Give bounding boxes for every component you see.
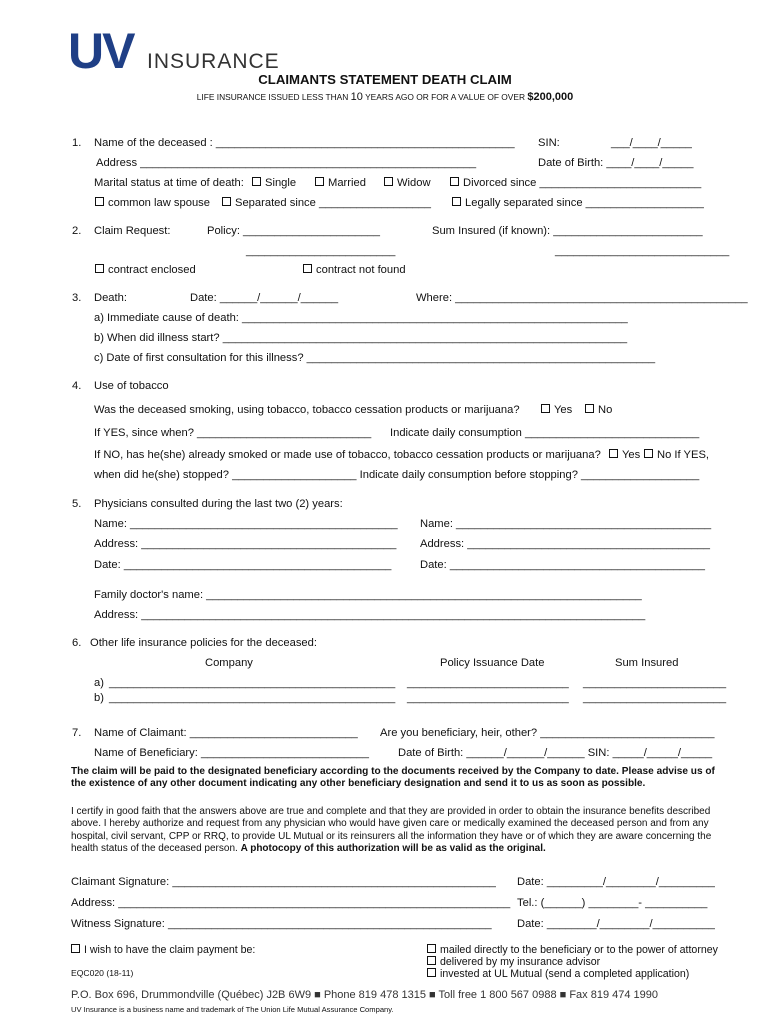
death-label: Death: [94,292,127,304]
first-consultation-field[interactable]: c) Date of first consultation for this illness? ________________________________________________________ [94,352,656,364]
subtitle-ten: 10 [350,91,363,103]
claimant-tel-field[interactable]: Tel.: (______) ________- __________ [517,897,708,909]
logo-uv-text: UV [68,23,134,79]
beneficiary-name-field[interactable]: Name of Beneficiary: ___________________________ [94,747,369,759]
checkbox-icon[interactable] [452,197,461,206]
witness-signature-date[interactable]: Date: ________/________/__________ [517,918,715,930]
policy-row-a-date[interactable]: __________________________ [407,677,569,689]
claimant-signature-field[interactable]: Claimant Signature: ____________________________________________________ [71,876,496,888]
section-3-number: 3. [72,292,82,304]
deceased-address-field[interactable]: Address ______________________________________________________ [96,157,477,169]
marital-common-law-option[interactable] [95,197,210,209]
physician-2-name-field[interactable]: Name: _________________________________________ [420,518,712,530]
policy-row-a-label: a) [94,677,104,689]
payment-invested-label: invested at UL Mutual (send a completed application) [440,968,690,980]
death-date-field[interactable]: Date: ______/______/______ [190,292,339,304]
section-4-number: 4. [72,380,82,392]
payment-invested-option[interactable] [427,968,689,980]
checkbox-icon[interactable] [252,177,261,186]
beneficiary-status-field[interactable]: Are you beneficiary, heir, other? ____________________________ [380,727,715,739]
death-where-field[interactable]: Where: _______________________________________________ [416,292,748,304]
contract-not-found-label: contract not found [316,264,406,276]
marital-divorced-option[interactable] [450,177,701,189]
footer-address: P.O. Box 696, Drummondville (Québec) J2B 6W9 ■ Phone 819 478 1315 ■ Toll free 1 800 567 0988 ■ Fax 819 474 1990 [71,989,659,1001]
contract-not-found-option[interactable] [303,264,406,276]
column-policy-date: Policy Issuance Date [440,657,545,669]
section-5-number: 5. [72,498,82,510]
sum-insured-line2[interactable]: ____________________________ [555,245,730,257]
sum-insured-field[interactable]: Sum Insured (if known): ________________________ [432,225,703,237]
cause-of-death-field[interactable]: a) Immediate cause of death: ______________________________________________________________ [94,312,628,324]
payment-mailed-label: mailed directly to the beneficiary or to the power of attorney [440,944,718,956]
payment-advisor-option[interactable] [427,956,600,968]
payment-advisor-label: delivered by my insurance advisor [440,956,601,968]
married-label: Married [328,177,366,189]
no-label: No If YES, [657,449,710,461]
claimant-signature-date[interactable]: Date: _________/________/_________ [517,876,715,888]
checkbox-icon[interactable] [222,197,231,206]
checkbox-icon[interactable] [427,956,436,965]
separated-label: Separated since __________________ [235,197,431,209]
certification-body: I certify in good faith that the answers above are true and complete and that they are provided in order to obtain the insurance benefits described above. I hereby authorize and request from any physician who would have given care or medically examined the deceased person and from any hospital, civil servant, CPP or RRQ, to provide UL Mutual or its reinsurers all the information they have or of which they are aware concerning the health status of the deceased person. [71,806,712,854]
tobacco-label: Use of tobacco [94,380,169,392]
policy-row-a-sum[interactable]: _______________________ [583,677,727,689]
checkbox-icon[interactable] [303,264,312,273]
stopped-field[interactable]: when did he(she) stopped? ____________________ Indicate daily consumption before stopping? ___________________ [94,469,700,481]
checkbox-icon[interactable] [450,177,459,186]
physician-1-address-field[interactable]: Address: _________________________________________ [94,538,397,550]
checkbox-icon[interactable] [95,264,104,273]
illness-start-field[interactable]: b) When did illness start? _________________________________________________________________ [94,332,628,344]
other-policies-label: Other life insurance policies for the deceased: [90,637,317,649]
divorced-label: Divorced since __________________________ [463,177,702,189]
legally-separated-label: Legally separated since ___________________ [465,197,704,209]
witness-signature-field[interactable]: Witness Signature: ____________________________________________________ [71,918,492,930]
claim-payment-label: I wish to have the claim payment be: [84,944,256,956]
policy-field-line2[interactable]: ________________________ [246,245,396,257]
marital-status-label: Marital status at time of death: [94,177,244,189]
logo-insurance-text: INSURANCE [147,50,280,73]
checkbox-icon[interactable] [644,449,653,458]
policy-row-b-company[interactable]: ______________________________________________ [109,692,396,704]
section-2-number: 2. [72,225,82,237]
marital-widow-option[interactable] [384,177,431,189]
form-code: EQC020 (18-11) [71,968,134,978]
policy-row-b-sum[interactable]: _______________________ [583,692,727,704]
beneficiary-dob-sin-field[interactable]: Date of Birth: ______/______/______ SIN: _____/_____/_____ [398,747,713,759]
single-label: Single [265,177,297,189]
section-1-number: 1. [72,137,82,149]
policy-field[interactable]: Policy: ______________________ [207,225,380,237]
column-sum-insured: Sum Insured [615,657,679,669]
previously-smoked-yes-option[interactable] [609,449,640,461]
yes-label: Yes [622,449,641,461]
widow-label: Widow [397,177,431,189]
family-doctor-field[interactable]: Family doctor's name: ______________________________________________________________________ [94,589,642,601]
marital-married-option[interactable] [315,177,366,189]
marital-separated-option[interactable] [222,197,431,209]
since-when-field[interactable]: If YES, since when? ____________________________ [94,427,372,439]
checkbox-icon[interactable] [585,404,594,413]
yes-label: Yes [554,404,573,416]
smoking-yes-option[interactable] [541,404,572,416]
checkbox-icon[interactable] [95,197,104,206]
certification-text [71,806,717,855]
checkbox-icon[interactable] [427,944,436,953]
claim-request-label: Claim Request: [94,225,171,237]
common-law-label: common law spouse [108,197,210,209]
daily-consumption-field[interactable]: Indicate daily consumption ____________________________ [390,427,700,439]
contract-enclosed-label: contract enclosed [108,264,196,276]
deceased-dob-field[interactable]: Date of Birth: ____/____/_____ [538,157,694,169]
sin-label: SIN: [538,137,560,149]
subtitle-part-b: YEARS AGO OR FOR A VALUE OF OVER [365,92,526,102]
payment-mailed-option[interactable] [427,944,718,956]
contract-enclosed-option[interactable] [95,264,196,276]
policy-row-a-company[interactable]: ______________________________________________ [109,677,396,689]
physicians-label: Physicians consulted during the last two (2) years: [94,498,343,510]
marital-single-option[interactable] [252,177,296,189]
physician-2-address-field[interactable]: Address: _______________________________________ [420,538,710,550]
section-7-number: 7. [72,727,82,739]
footer-trademark: UV Insurance is a business name and trademark of The Union Life Mutual Assurance Company. [71,1005,394,1014]
checkbox-icon[interactable] [315,177,324,186]
page-title: CLAIMANTS STATEMENT DEATH CLAIM [258,72,512,87]
photocopy-note: A photocopy of this authorization will be as valid as the original. [240,842,546,854]
subtitle-part-a: LIFE INSURANCE ISSUED LESS THAN [196,92,349,102]
physician-1-name-field[interactable]: Name: ___________________________________________ [94,518,398,530]
policy-row-b-date[interactable]: __________________________ [407,692,569,704]
no-label: No [598,404,613,416]
subtitle-amount: $200,000 [527,91,574,103]
smoking-no-option[interactable] [585,404,612,416]
previously-smoked-question: If NO, has he(she) already smoked or made use of tobacco, tobacco cessation products or marijuana? [94,449,601,461]
logo [68,22,134,79]
physician-1-date-field[interactable]: Date: ___________________________________________ [94,559,392,571]
smoking-question: Was the deceased smoking, using tobacco, tobacco cessation products or marijuana? [94,404,520,416]
checkbox-icon[interactable] [541,404,550,413]
payment-notice: The claim will be paid to the designated beneficiary according to the documents received by the Company to date. Please advise us of the existence of any other document indicating any other beneficiary designation and send it to us as soon as possible. [71,766,715,790]
column-company: Company [205,657,253,669]
page-subtitle [0,91,770,103]
claimant-name-field[interactable]: Name of Claimant: ___________________________ [94,727,358,739]
policy-row-b-label: b) [94,692,104,704]
checkbox-icon[interactable] [427,968,436,977]
family-doctor-address-field[interactable]: Address: _________________________________________________________________________________ [94,609,646,621]
checkbox-icon[interactable] [609,449,618,458]
deceased-name-field[interactable]: Name of the deceased : ________________________________________________ [94,137,515,149]
checkbox-icon[interactable] [71,944,80,953]
section-6-number: 6. [72,637,82,649]
sin-field[interactable]: ___/____/_____ [611,137,692,149]
checkbox-icon[interactable] [384,177,393,186]
physician-2-date-field[interactable]: Date: _________________________________________ [420,559,705,571]
claimant-address-field[interactable]: Address: _______________________________________________________________ [71,897,511,909]
marital-legally-separated-option[interactable] [452,197,704,209]
previously-smoked-no-option[interactable] [644,449,709,461]
claim-payment-option[interactable] [71,944,255,956]
